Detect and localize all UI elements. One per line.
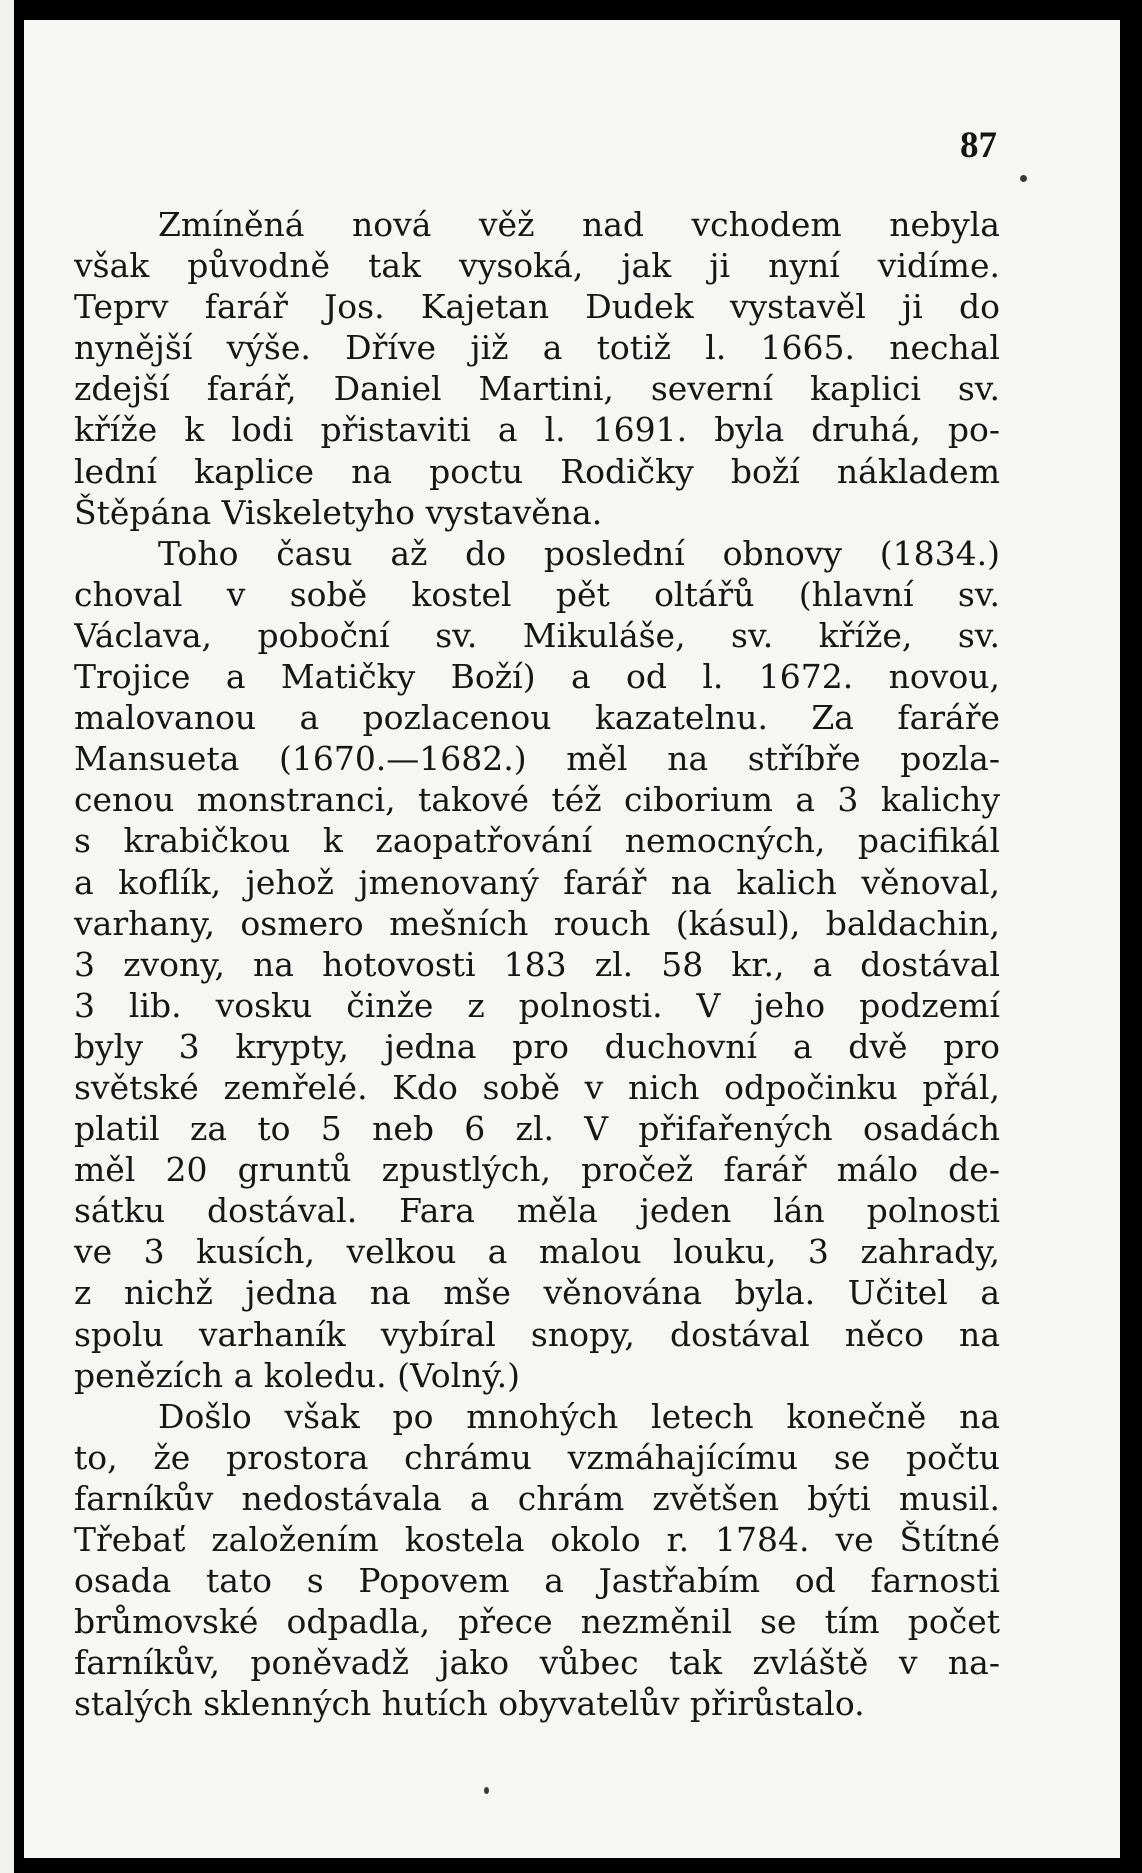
text-line: Štěpána Viskeletyho vystavěna. <box>74 492 603 532</box>
text-line: to, že prostora chrámu vzmáhajícímu se počtu <box>74 1437 1000 1477</box>
text-line: byly 3 krypty, jedna pro duchovní a dvě pro <box>74 1026 1000 1066</box>
text-line: světské zemřelé. Kdo sobě v nich odpočinku přál, <box>74 1067 1000 1107</box>
text-line: lední kaplice na poctu Rodičky boží nákladem <box>74 451 1000 491</box>
text-line: měl 20 gruntů zpustlých, pročež farář málo de- <box>74 1150 1000 1190</box>
book-page <box>24 20 1120 1858</box>
text-line: Trojice a Matičky Boží) a od l. 1672. novou, <box>74 657 1000 697</box>
text-line: farníkův nedostávala a chrám zvětšen býti musil. <box>74 1478 1000 1518</box>
text-line: s krabičkou k zaopatřování nemocných, pacifikál <box>74 821 1000 861</box>
text-line: a koflík, jehož jmenovaný farář na kalich věnoval, <box>74 862 1000 902</box>
text-line: osada tato s Popovem a Jastřabím od farnosti <box>74 1561 1000 1601</box>
text-line: Teprv farář Jos. Kajetan Dudek vystavěl ji do <box>74 287 1000 327</box>
text-line: Došlo však po mnohých letech konečně na <box>158 1396 1000 1436</box>
text-line: zdejší farář, Daniel Martini, severní kaplici sv. <box>74 369 1000 409</box>
text-line: Mansueta (1670.—1682.) měl na stříbře pozla- <box>74 739 1000 779</box>
text-line: 3 lib. vosku činže z polnosti. V jeho podzemí <box>74 985 1000 1025</box>
text-line: ve 3 kusích, velkou a malou louku, 3 zahrady, <box>74 1232 1000 1272</box>
text-line: 3 zvony, na hotovosti 183 zl. 58 kr., a dostával <box>74 944 1000 984</box>
text-line: Třebať založením kostela okolo r. 1784. ve Štítné <box>74 1520 1000 1559</box>
text-line: Václava, poboční sv. Mikuláše, sv. kříže, sv. <box>74 615 1000 655</box>
text-line: cenou monstranci, takové též ciborium a 3 kalichy <box>74 780 1000 820</box>
text-line: farníkův, poněvadž jako vůbec tak zvláště v na- <box>74 1643 1000 1683</box>
paper-speck <box>484 1787 489 1794</box>
body-text <box>74 204 1000 1724</box>
text-line: z nichž jedna na mše věnována byla. Učitel a <box>74 1273 1000 1313</box>
text-line: nynější výše. Dříve již a totiž l. 1665. nechal <box>74 328 1000 368</box>
text-line: malovanou a pozlacenou kazatelnu. Za faráře <box>74 698 1000 738</box>
text-line: stalých sklenných hutích obyvatelův přirůstalo. <box>74 1684 865 1724</box>
text-line: Zmíněná nová věž nad vchodem nebyla <box>158 205 1000 244</box>
text-line: spolu varhaník vybíral snopy, dostával něco na <box>74 1314 1000 1354</box>
text-line: brůmovské odpadla, přece nezměnil se tím počet <box>74 1602 1000 1642</box>
text-line: choval v sobě kostel pět oltářů (hlavní sv. <box>74 574 1000 614</box>
adjacent-page-edge <box>0 0 14 1873</box>
text-line: však původně tak vysoká, jak ji nyní vidíme. <box>74 246 1000 286</box>
text-line: varhany, osmero mešních rouch (kásul), baldachin, <box>74 903 1000 943</box>
paper-speck <box>1020 175 1027 182</box>
text-line: penězích a koledu. (Volný.) <box>74 1355 521 1395</box>
text-line: kříže k lodi přistaviti a l. 1691. byla druhá, po- <box>74 410 1000 450</box>
page-number: 87 <box>960 125 997 166</box>
text-line: Toho času až do poslední obnovy (1834.) <box>158 533 1000 573</box>
text-line: platil za to 5 neb 6 zl. V přifařených osadách <box>74 1109 1000 1149</box>
text-line: sátku dostával. Fara měla jeden lán polnosti <box>74 1191 1000 1231</box>
